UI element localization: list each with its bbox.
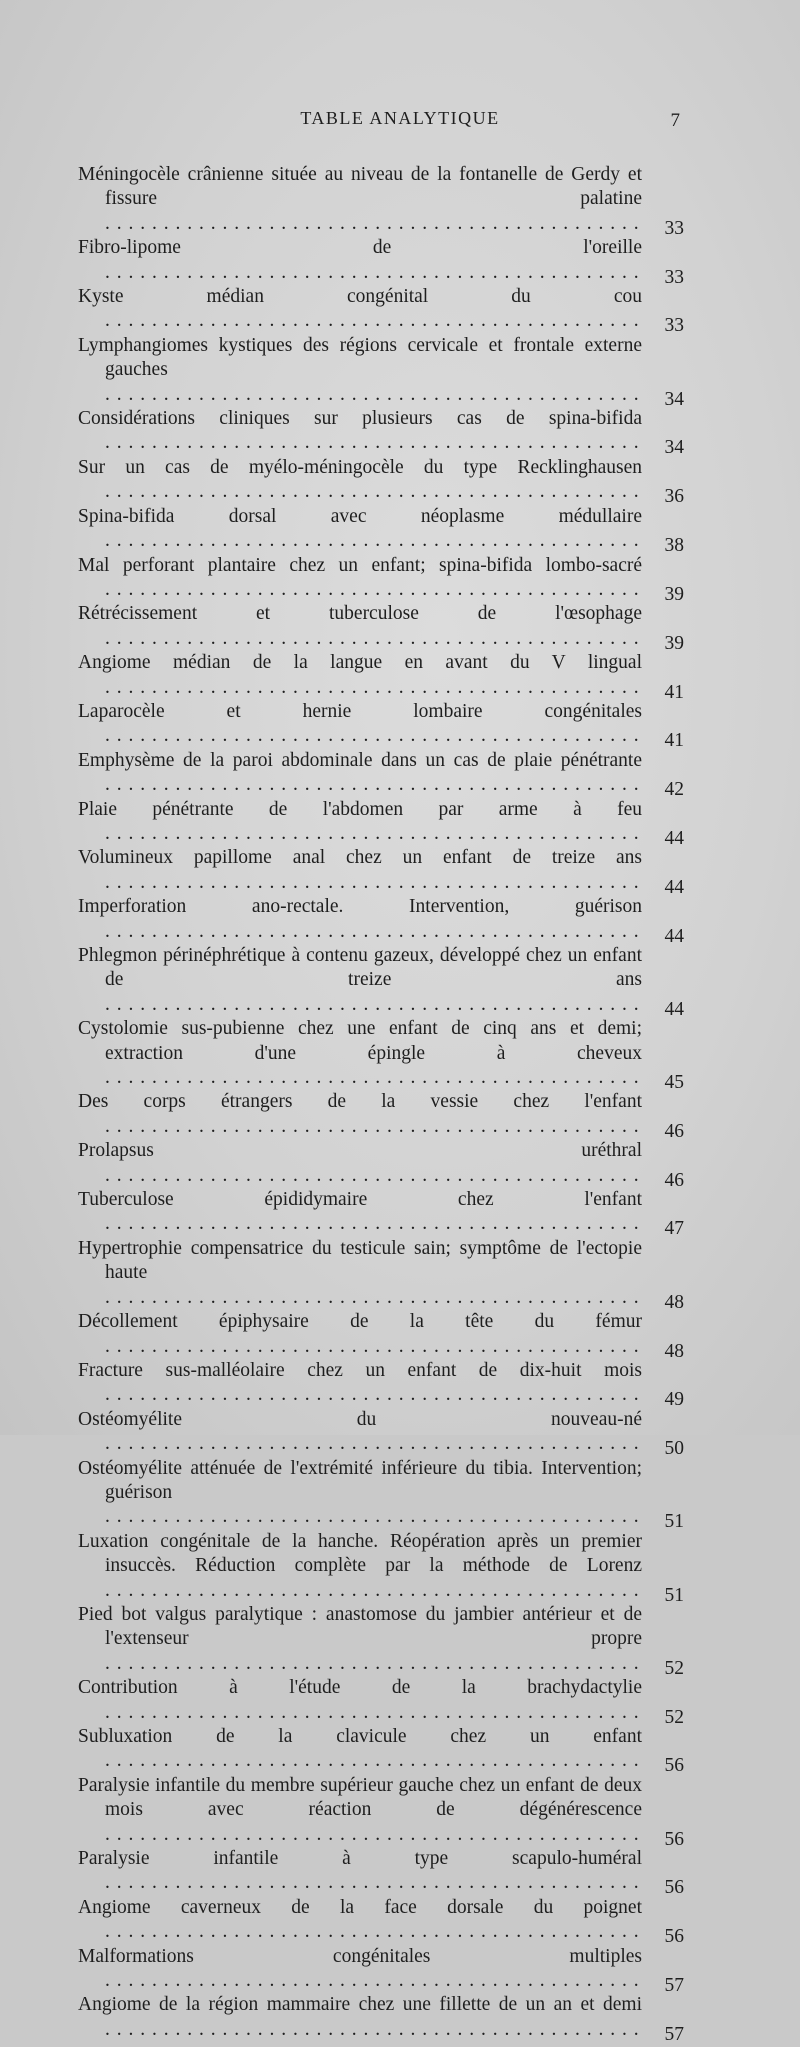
toc-entry-title: [78, 1896, 642, 1945]
toc-entry-title: [78, 1993, 642, 2042]
toc-entry-title: [78, 285, 642, 334]
toc-entry-page: 44: [664, 925, 684, 947]
toc-entry-title-text: Luxation congénitale de la hanche. Réopération après un premier insuccès. Réduction complète par la méthode de Lorenz: [78, 1530, 642, 1577]
toc-entry: [78, 236, 684, 288]
toc-entry-title-text: Hypertrophie compensatrice du testicule sain; symptôme de l'ectopie haute: [78, 1237, 642, 1284]
toc-entry: [78, 1237, 684, 1313]
toc-entry-page: 41: [664, 730, 684, 752]
toc-entry-page: 56: [664, 1755, 684, 1777]
toc-entry: [78, 1676, 684, 1728]
toc-entry-page: 52: [664, 1706, 684, 1728]
toc-entry-title: [78, 1359, 642, 1408]
toc-entry-title: [78, 1945, 642, 1994]
toc-entry: [78, 1359, 684, 1411]
toc-entry: [78, 407, 684, 459]
toc-entry: [78, 1017, 684, 1094]
toc-entry-title: [78, 846, 642, 895]
toc-entry: [78, 334, 684, 410]
toc-entry-page: 44: [664, 998, 684, 1020]
toc-entry-page: 33: [664, 315, 684, 337]
toc-entry-title: [78, 602, 642, 651]
toc-entry-title: [78, 1676, 642, 1725]
toc-entry-title: [78, 1017, 642, 1090]
toc-entry-title-text: Fibro-lipome de l'oreille: [78, 237, 642, 259]
toc-entry-title: [78, 407, 642, 456]
toc-entry: [78, 651, 684, 703]
toc-entry-title: [78, 1408, 642, 1457]
toc-entry-title: [78, 1725, 642, 1774]
toc-entry-title: [78, 1188, 642, 1237]
toc-entry-page: 44: [664, 827, 684, 849]
toc-entry: [78, 163, 684, 239]
table-of-contents: [78, 163, 684, 2045]
toc-entry-title-text: Angiome caverneux de la face dorsale du poignet: [78, 1896, 642, 1918]
toc-entry: [78, 846, 684, 898]
toc-entry-page: 34: [664, 437, 684, 459]
toc-entry-title: [78, 1090, 642, 1139]
toc-entry-title-text: Ostéomyélite atténuée de l'extrémité inférieure du tibia. Intervention; guérison: [78, 1457, 642, 1503]
toc-entry-title: [78, 554, 642, 603]
toc-entry-title: [78, 1774, 642, 1847]
toc-entry-title: [78, 1457, 642, 1530]
toc-entry-page: 42: [664, 779, 684, 801]
toc-entry-page: 56: [664, 1828, 684, 1850]
toc-entry-title-text: Ostéomyélite du nouveau-né: [78, 1408, 642, 1430]
toc-entry-page: 48: [664, 1291, 684, 1313]
toc-entry-title-text: Subluxation de la clavicule chez un enfant: [78, 1726, 642, 1747]
toc-entry-title-text: Angiome médian de la langue en avant du V lingual: [78, 652, 642, 674]
toc-entry-title-text: Rétrécissement et tuberculose de l'œsophage: [78, 603, 642, 625]
toc-entry-title: [78, 505, 642, 554]
toc-entry-page: 47: [664, 1218, 684, 1240]
toc-entry-page: 48: [664, 1340, 684, 1362]
toc-entry-page: 39: [664, 583, 684, 605]
toc-entry-page: 44: [664, 876, 684, 898]
toc-entry: [78, 1725, 684, 1777]
toc-entry-page: 46: [664, 1169, 684, 1191]
toc-entry-title: [78, 334, 642, 407]
toc-entry: [78, 554, 684, 603]
toc-entry: [78, 749, 684, 801]
toc-entry-title-text: Laparocèle et hernie lombaire congénitales: [78, 700, 642, 722]
toc-entry-page: 41: [664, 681, 684, 703]
toc-entry-page: 34: [664, 388, 684, 410]
toc-entry: [78, 1896, 684, 1948]
toc-entry: [78, 602, 684, 654]
toc-entry: [78, 895, 684, 947]
toc-entry: [78, 1408, 684, 1460]
toc-entry-title: [78, 456, 642, 505]
toc-entry-page: 33: [664, 217, 684, 239]
toc-entry: [78, 505, 684, 557]
toc-entry-title-text: Sur un cas de myélo-méningocèle du type Recklinghausen: [78, 456, 642, 478]
toc-entry-page: 45: [664, 1072, 684, 1094]
toc-entry-title-text: Angiome de la région mammaire chez une fillette de un an et demi: [78, 1994, 642, 2016]
toc-entry: [78, 1457, 684, 1533]
page-number: 7: [670, 110, 680, 131]
toc-entry-title: [78, 944, 642, 1017]
toc-entry-title: [78, 1603, 642, 1676]
toc-entry-title: [78, 1847, 642, 1896]
toc-entry-title: [78, 1530, 642, 1603]
toc-entry: [78, 456, 684, 508]
toc-entry-title-text: Malformations congénitales multiples: [78, 1945, 642, 1967]
toc-entry: [78, 1603, 684, 1679]
toc-entry-title-text: Cystolomie sus-pubienne chez une enfant de cinq ans et demi; extraction d'une épingle à cheveux: [78, 1018, 642, 1064]
toc-entry-title-text: Lymphangiomes kystiques des régions cervicale et frontale externe gauches: [78, 334, 642, 381]
toc-entry: [78, 944, 684, 1020]
toc-entry-title-text: Phlegmon périnéphrétique à contenu gazeux, développé chez un enfant de treize ans: [78, 945, 642, 991]
toc-entry-title-text: Paralysie infantile à type scapulo-huméral: [78, 1848, 642, 1870]
toc-entry: [78, 1530, 684, 1606]
toc-entry-title-text: Pied bot valgus paralytique : anastomose du jambier antérieur et de l'extenseur propre: [78, 1603, 642, 1650]
toc-entry-page: 57: [664, 2023, 684, 2045]
toc-entry-title: [78, 895, 642, 944]
toc-entry-page: 33: [664, 266, 684, 288]
toc-entry-title: [78, 236, 642, 285]
toc-entry-title-text: Considérations cliniques sur plusieurs cas de spina-bifida: [78, 408, 642, 430]
toc-entry-title: [78, 700, 642, 749]
toc-entry: [78, 1993, 684, 2045]
toc-entry-title: [78, 798, 642, 847]
toc-entry: [78, 1774, 684, 1850]
toc-entry-title-text: Volumineux papillome anal chez un enfant de treize ans: [78, 847, 642, 869]
toc-entry-title: [78, 1237, 642, 1310]
toc-entry-title-text: Imperforation ano-rectale. Intervention, guérison: [78, 896, 642, 918]
toc-entry-title-text: Tuberculose épididymaire chez l'enfant: [78, 1189, 642, 1211]
toc-entry-page: 38: [664, 535, 684, 557]
toc-entry-title: [78, 1139, 642, 1188]
toc-entry-page: 56: [664, 1877, 684, 1899]
toc-entry-title-text: Kyste médian congénital du cou: [78, 286, 642, 308]
toc-entry-page: 52: [664, 1657, 684, 1679]
toc-entry-page: 39: [664, 632, 684, 654]
toc-entry: [78, 798, 684, 847]
toc-entry-page: 46: [664, 1120, 684, 1142]
running-title: TABLE ANALYTIQUE: [300, 108, 500, 128]
toc-entry-title-text: Emphysème de la paroi abdominale dans un cas de plaie pénétrante: [78, 749, 642, 771]
toc-entry: [78, 1847, 684, 1899]
toc-entry: [78, 1090, 684, 1142]
page-header: [0, 108, 800, 138]
toc-entry-page: 49: [664, 1389, 684, 1411]
toc-entry-title-text: Mal perforant plantaire chez un enfant; spina-bifida lombo-sacré: [78, 554, 642, 576]
toc-entry-title-text: Des corps étrangers de la vessie chez l'enfant: [78, 1091, 642, 1113]
toc-entry: [78, 1188, 684, 1240]
toc-entry-page: 56: [664, 1926, 684, 1948]
toc-entry-title: [78, 163, 642, 236]
toc-entry-title-text: Prolapsus uréthral: [78, 1140, 642, 1162]
toc-entry-title: [78, 749, 642, 798]
toc-entry-page: 36: [664, 486, 684, 508]
toc-entry-title-text: Plaie pénétrante de l'abdomen par arme à feu: [78, 798, 642, 820]
toc-entry-title-text: Spina-bifida dorsal avec néoplasme médullaire: [78, 505, 642, 527]
toc-entry-page: 50: [664, 1438, 684, 1460]
toc-entry: [78, 700, 684, 752]
toc-entry-title-text: Méningocèle crânienne située au niveau de la fontanelle de Gerdy et fissure palatine: [78, 164, 642, 210]
toc-entry: [78, 285, 684, 337]
toc-entry: [78, 1139, 684, 1191]
toc-entry-title-text: Contribution à l'étude de la brachydactylie: [78, 1677, 642, 1699]
toc-entry-title: [78, 1310, 642, 1359]
toc-entry: [78, 1310, 684, 1362]
toc-entry-page: 51: [664, 1511, 684, 1533]
toc-entry-title-text: Décollement épiphysaire de la tête du fémur: [78, 1311, 642, 1333]
toc-entry-title-text: Fracture sus-malléolaire chez un enfant de dix-huit mois: [78, 1359, 642, 1381]
toc-entry: [78, 1945, 684, 1997]
toc-entry-title: [78, 651, 642, 700]
toc-entry-page: 51: [664, 1584, 684, 1606]
toc-entry-page: 57: [664, 1975, 684, 1997]
toc-entry-title-text: Paralysie infantile du membre supérieur gauche chez un enfant de deux mois avec réaction de dégénérescence: [78, 1774, 642, 1821]
